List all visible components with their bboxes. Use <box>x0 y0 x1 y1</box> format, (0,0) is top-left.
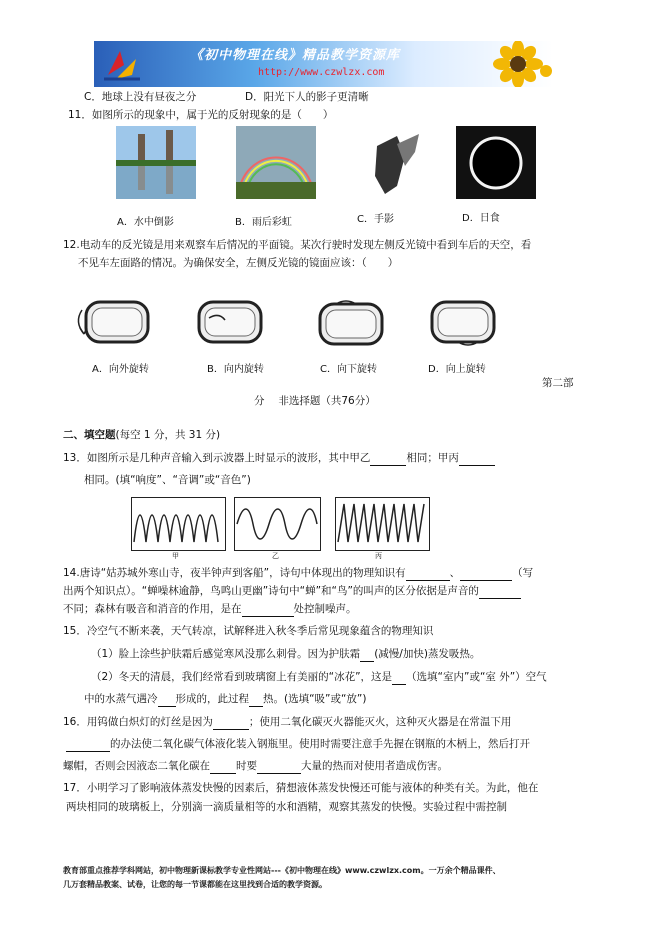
q17-line2: 两块相同的玻璃板上，分别滴一滴质量相等的水和酒精，观察其蒸发的快慢。实验过程中需控制 <box>66 801 507 813</box>
q13-blank-2[interactable] <box>459 451 495 466</box>
q12-option-b: B．向内旋转 <box>207 364 264 375</box>
waveform-jia <box>131 497 226 551</box>
q13-blank-1[interactable] <box>370 451 406 466</box>
waveform-label-yi: 乙 <box>272 552 279 560</box>
q16-line1 <box>63 715 511 730</box>
reflection-photo <box>116 126 196 199</box>
q14-line1 <box>63 566 533 581</box>
q12-stem-line1: 12.电动车的反光镜是用来观察车后情况的平面镜。某次行驶时发现左侧反光镜中看到车后的天空，看 <box>63 239 532 251</box>
q15-part2 <box>91 670 547 685</box>
q16-line1-text-a: 16．用钨做白炽灯的灯丝是因为 <box>63 716 213 728</box>
q14-line3 <box>63 602 357 617</box>
banner-url: http://www.czwlzx.com <box>258 67 385 78</box>
q15-blank-2[interactable] <box>392 670 406 685</box>
q16-line2 <box>66 737 530 752</box>
q16-line3 <box>63 759 448 774</box>
q14-blank-3[interactable] <box>479 584 521 599</box>
sunflower-icon <box>482 41 553 87</box>
q13-line2: 相同。(填“响度”、“音调”或“音色”) <box>84 474 251 486</box>
banner-title: 《初中物理在线》精品教学资源库 <box>190 48 401 63</box>
q14-blank-4[interactable] <box>242 602 294 617</box>
section2-heading-note: (每空 1 分，共 31 分) <box>115 429 221 441</box>
section2-heading <box>63 428 220 442</box>
q15-part3-text-b: 形成的，此过程 <box>175 693 249 705</box>
q15-part3 <box>84 692 366 707</box>
q16-blank-1[interactable] <box>213 715 249 730</box>
part2-title-line2: 分 非选择题（共76分） <box>254 395 376 407</box>
q15-stem: 15．冷空气不断来袭，天气转凉，试解释进入秋冬季后常见现象蕴含的物理知识 <box>63 625 434 637</box>
q15-part1-text-a: （1）脸上涂些护肤霜后感觉寒风没那么刺骨。因为护肤霜 <box>91 648 361 660</box>
q14-blank-1[interactable] <box>406 566 450 581</box>
q16-line2-text: 的办法使二氧化碳气体液化装入钢瓶里。使用时需要注意手先握在钢瓶的木柄上，然后打开 <box>110 738 530 750</box>
q14-line2 <box>63 584 521 599</box>
q13-line1 <box>63 451 495 466</box>
waveform-label-bing: 丙 <box>375 552 382 560</box>
rainbow-photo <box>236 126 316 199</box>
q15-part3-text-c: 热。(选填“吸”或“放”) <box>263 693 367 705</box>
q13-line1-text-b: 相同；甲丙 <box>406 452 459 464</box>
q14-line1-text-c: （写 <box>512 567 534 579</box>
q16-line3-text-c: 大量的热而对使用者造成伤害。 <box>301 760 448 772</box>
q11-option-a: A．水中倒影 <box>117 217 174 228</box>
q12-option-a: A．向外旋转 <box>92 364 149 375</box>
mirror-upward-icon <box>418 298 502 348</box>
q14-blank-2[interactable] <box>460 566 512 581</box>
hand-shadow-photo <box>357 126 437 199</box>
q15-part2-text-b: （选填“室内”或“室 外”）空气 <box>406 671 547 683</box>
q16-blank-4[interactable] <box>257 759 301 774</box>
q11-stem: 11．如图所示的现象中，属于光的反射现象的是（ ） <box>68 109 334 121</box>
q10-option-d: D．阳光下人的影子更清晰 <box>245 91 369 103</box>
section2-heading-text: 二、填空题 <box>63 429 116 441</box>
q13-line1-text-a: 13．如图所示是几种声音输入到示波器上时显示的波形，其中甲乙 <box>63 452 371 464</box>
q15-part2-text-a: （2）冬天的清晨，我们经常看到玻璃窗上有美丽的“冰花”，这是 <box>91 671 393 683</box>
q11-option-c: C．手影 <box>357 214 394 225</box>
q15-blank-3[interactable] <box>158 692 176 707</box>
waveform-label-jia: 甲 <box>172 552 179 560</box>
q12-option-d: D．向上旋转 <box>428 364 486 375</box>
q14-line3-text-b: 处控制噪声。 <box>293 603 357 615</box>
waveform-bing <box>335 497 430 551</box>
q16-line3-text-b: 时要 <box>236 760 257 772</box>
q12-option-c: C．向下旋转 <box>320 364 377 375</box>
q17-line1: 17．小明学习了影响液体蒸发快慢的因素后，猜想液体蒸发快慢还可能与液体的种类有关。为此，他在 <box>63 782 539 794</box>
site-logo-icon <box>102 45 142 83</box>
q16-blank-2[interactable] <box>66 737 110 752</box>
q11-option-b: B．雨后彩虹 <box>235 217 292 228</box>
q14-line1-text-a: 14.唐诗“姑苏城外寒山寺，夜半钟声到客船”，诗句中体现出的物理知识有 <box>63 567 406 579</box>
footer-line2: 几万套精品教案、试卷，让您的每一节课都能在这里找到合适的教学资源。 <box>63 880 327 889</box>
q10-option-c: C．地球上没有昼夜之分 <box>84 91 197 103</box>
q14-line2-text: 出两个知识点）。“蝉噪林逾静，鸟鸣山更幽”诗句中“蝉”和“鸟”的叫声的区分依据是声音的 <box>63 585 479 597</box>
waveform-yi <box>234 497 321 551</box>
q16-line3-text-a: 螺帽，否则会因液态二氧化碳在 <box>63 760 210 772</box>
q16-line1-text-b: ；使用二氧化碳灭火器能灭火，这种灭火器是在常温下用 <box>248 716 512 728</box>
q16-blank-3[interactable] <box>210 759 236 774</box>
q12-stem-line2: 不见车左面路的情况。为确保安全，左侧反光镜的镜面应该：（ ） <box>78 257 399 269</box>
mirror-inward-icon <box>185 298 269 348</box>
part2-title-line1: 第二部 <box>542 377 574 389</box>
q14-line1-text-b: 、 <box>449 567 461 579</box>
mirror-outward-icon <box>72 298 156 348</box>
footer-line1: 教育部重点推荐学科网站，初中物理新课标教学专业性网站---《初中物理在线》www.czwlzx.com。一万余个精品课件、 <box>63 866 501 875</box>
q15-part3-text-a: 中的水蒸气遇冷 <box>84 693 158 705</box>
q11-option-d: D．日食 <box>462 213 500 224</box>
eclipse-photo <box>456 126 536 199</box>
q15-part1 <box>91 647 480 662</box>
q15-blank-4[interactable] <box>249 692 263 707</box>
q15-part1-text-b: (减慢/加快)蒸发吸热。 <box>374 648 481 660</box>
q15-blank-1[interactable] <box>360 647 374 662</box>
mirror-downward-icon <box>306 298 390 348</box>
q14-line3-text-a: 不同；森林有吸音和消音的作用，是在 <box>63 603 242 615</box>
